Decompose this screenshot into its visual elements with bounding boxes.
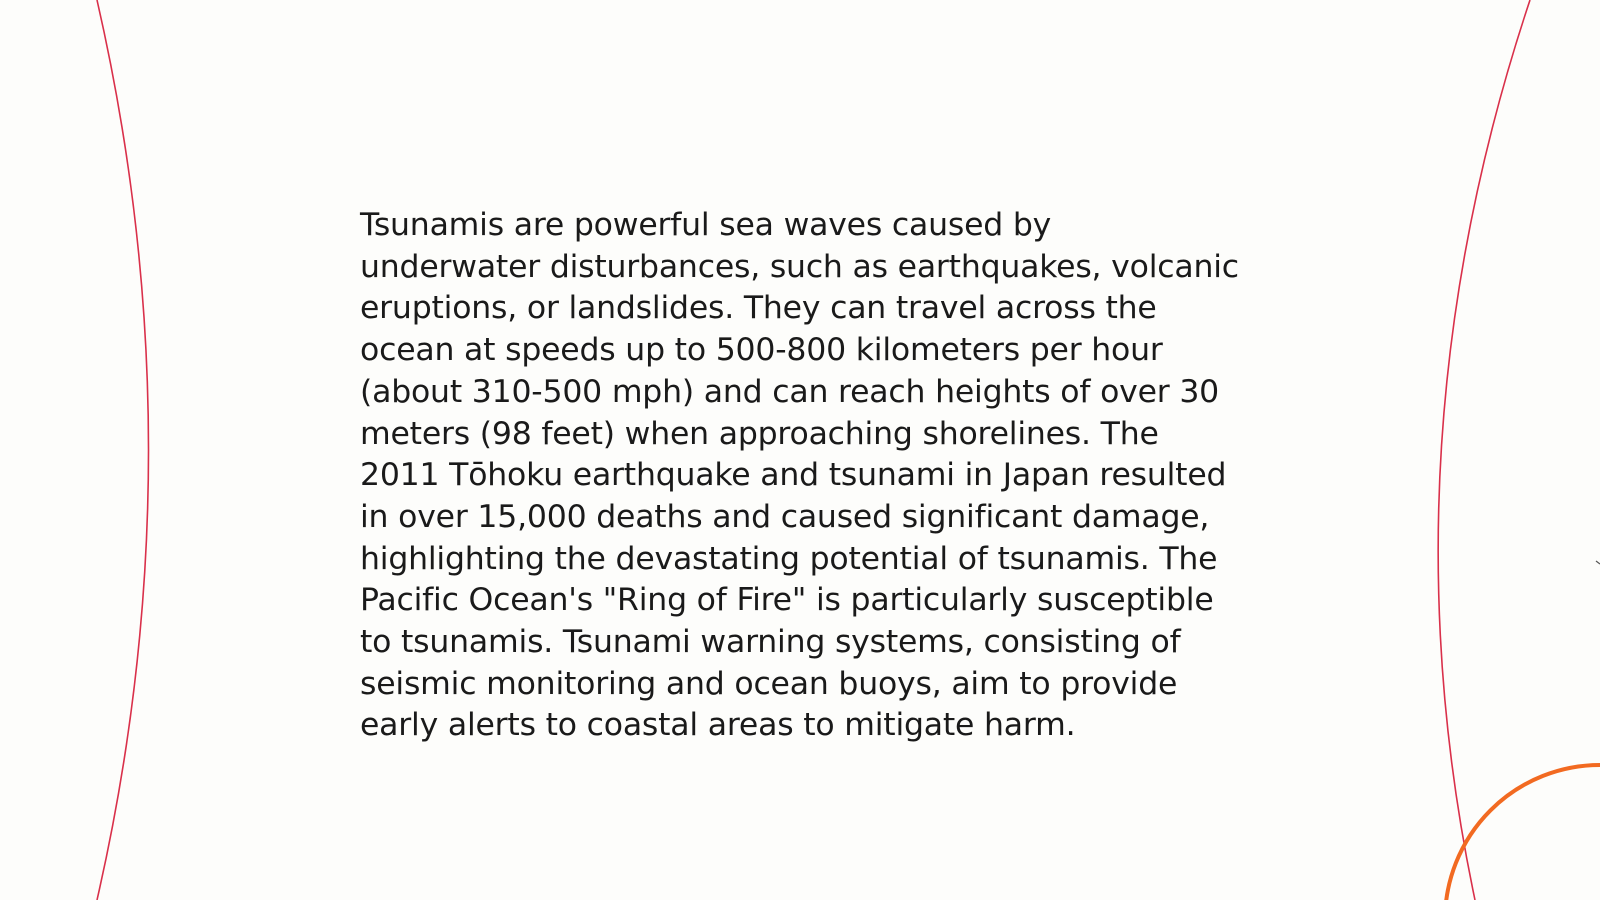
small-tick-mark [1596,561,1600,564]
body-paragraph: Tsunamis are powerful sea waves caused by underwater disturbances, such as earthquakes, volcanic eruptions, or landslides. They can travel across the ocean at speeds up to 500-800 kilometers per hour (about 310-500 mph) and can reach heights of over 30 meters (98 feet) when approaching shorelines. The 2011 Tōhoku earthquake and tsunami in Japan resulted in over 15,000 deaths and caused significant damage, highlighting the devastating potential of tsunamis. The Pacific Ocean's "Ring of Fire" is particularly susceptible to tsunamis. Tsunami warning systems, consisting of seismic monitoring and ocean buoys, aim to provide early alerts to coastal areas to mitigate harm. [360,207,1239,744]
orange-ring-circle [1445,765,1600,900]
left-arc-curve [97,0,149,900]
right-arc-curve [1438,0,1530,900]
